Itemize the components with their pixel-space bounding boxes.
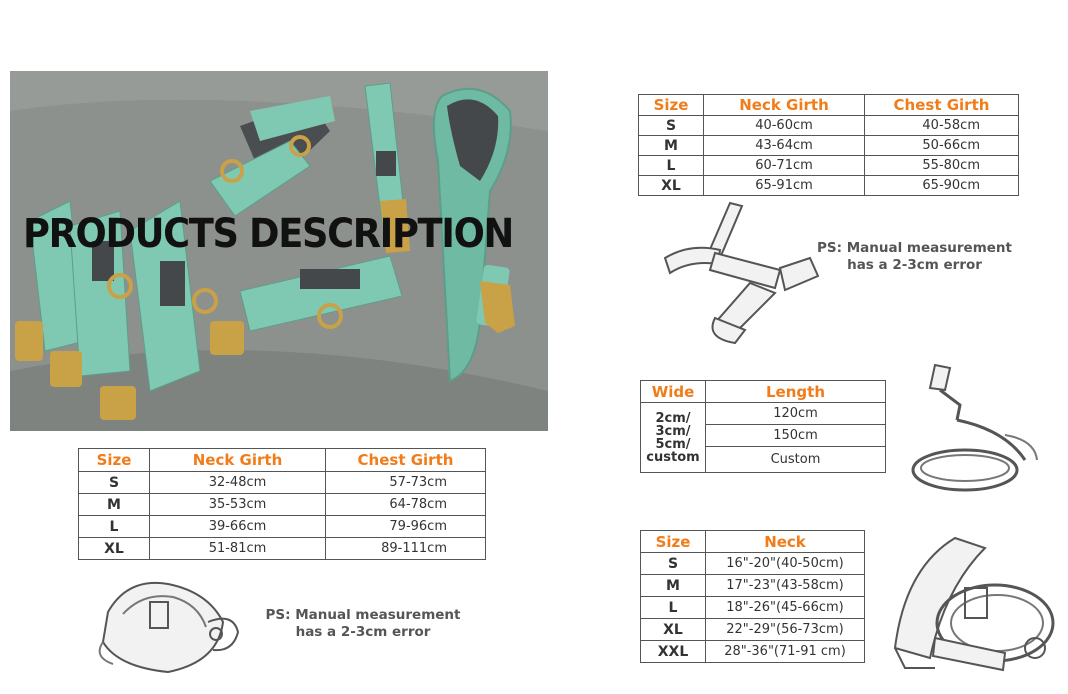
neck-girth-cell: 43-64cm	[704, 136, 865, 156]
length-cell: Custom	[706, 447, 886, 473]
size-cell: S	[641, 553, 706, 575]
neck-girth-cell: 39-66cm	[150, 516, 326, 538]
harness-measurement-note	[812, 240, 1017, 274]
size-cell: S	[79, 472, 150, 494]
header-size: Size	[639, 95, 704, 116]
table-header-row	[641, 531, 865, 553]
note-line-2: has a 2-3cm error	[847, 257, 982, 273]
vest-measurement-note	[258, 607, 468, 641]
header-length: Length	[706, 381, 886, 403]
table-row	[79, 494, 486, 516]
table-header-row	[639, 95, 1019, 116]
note-line-1: PS: Manual measurement	[817, 240, 1012, 256]
length-cell: 120cm	[706, 403, 886, 425]
table-row	[639, 156, 1019, 176]
products-photo	[10, 71, 548, 431]
size-cell: XL	[641, 619, 706, 641]
chest-girth-cell: 57-73cm	[326, 472, 486, 494]
size-cell: L	[79, 516, 150, 538]
chest-girth-cell: 50-66cm	[865, 136, 1019, 156]
size-cell: L	[641, 597, 706, 619]
harness-size-table	[638, 94, 1019, 196]
chest-girth-cell: 79-96cm	[326, 516, 486, 538]
neck-girth-cell: 51-81cm	[150, 538, 326, 560]
table-row	[641, 619, 865, 641]
header-size: Size	[641, 531, 706, 553]
vest-harness-sketch	[88, 572, 248, 678]
neck-girth-cell: 65-91cm	[704, 176, 865, 196]
leash-size-table	[640, 380, 886, 473]
note-line-1: PS: Manual measurement	[265, 607, 461, 623]
header-neck-girth: Neck Girth	[704, 95, 865, 116]
length-cell: 150cm	[706, 425, 886, 447]
neck-girth-cell: 40-60cm	[704, 116, 865, 136]
header-chest-girth: Chest Girth	[865, 95, 1019, 116]
chest-girth-cell: 55-80cm	[865, 156, 1019, 176]
size-cell: XXL	[641, 641, 706, 663]
chest-girth-cell: 89-111cm	[326, 538, 486, 560]
chest-girth-cell: 65-90cm	[865, 176, 1019, 196]
table-header-row	[79, 449, 486, 472]
header-size: Size	[79, 449, 150, 472]
size-cell: M	[79, 494, 150, 516]
vest-size-table	[78, 448, 486, 560]
collar-sketch	[885, 528, 1063, 678]
table-row	[641, 575, 865, 597]
harness-sketch	[660, 198, 820, 346]
table-row	[641, 403, 886, 425]
size-cell: XL	[639, 176, 704, 196]
size-cell: M	[641, 575, 706, 597]
table-row	[641, 553, 865, 575]
size-cell: M	[639, 136, 704, 156]
size-cell: S	[639, 116, 704, 136]
header-neck: Neck	[706, 531, 865, 553]
table-row	[79, 538, 486, 560]
neck-cell: 17"-23"(43-58cm)	[706, 575, 865, 597]
table-row	[639, 136, 1019, 156]
size-cell: XL	[79, 538, 150, 560]
leash-sketch	[905, 360, 1045, 500]
table-row	[79, 472, 486, 494]
header-neck-girth: Neck Girth	[150, 449, 326, 472]
table-row	[639, 176, 1019, 196]
wide-cell: 2cm/ 3cm/ 5cm/ custom	[641, 403, 706, 473]
neck-cell: 16"-20"(40-50cm)	[706, 553, 865, 575]
table-row	[641, 597, 865, 619]
table-row	[639, 116, 1019, 136]
neck-cell: 22"-29"(56-73cm)	[706, 619, 865, 641]
header-wide: Wide	[641, 381, 706, 403]
table-row	[79, 516, 486, 538]
neck-cell: 28"-36"(71-91 cm)	[706, 641, 865, 663]
collar-size-table	[640, 530, 865, 663]
table-header-row	[641, 381, 886, 403]
neck-girth-cell: 35-53cm	[150, 494, 326, 516]
header-chest-girth: Chest Girth	[326, 449, 486, 472]
neck-girth-cell: 32-48cm	[150, 472, 326, 494]
chest-girth-cell: 40-58cm	[865, 116, 1019, 136]
chest-girth-cell: 64-78cm	[326, 494, 486, 516]
neck-girth-cell: 60-71cm	[704, 156, 865, 176]
size-cell: L	[639, 156, 704, 176]
neck-cell: 18"-26"(45-66cm)	[706, 597, 865, 619]
note-line-2: has a 2-3cm error	[295, 624, 431, 640]
table-row	[641, 641, 865, 663]
products-description-title: PRODUCTS DESCRIPTION	[23, 211, 513, 257]
